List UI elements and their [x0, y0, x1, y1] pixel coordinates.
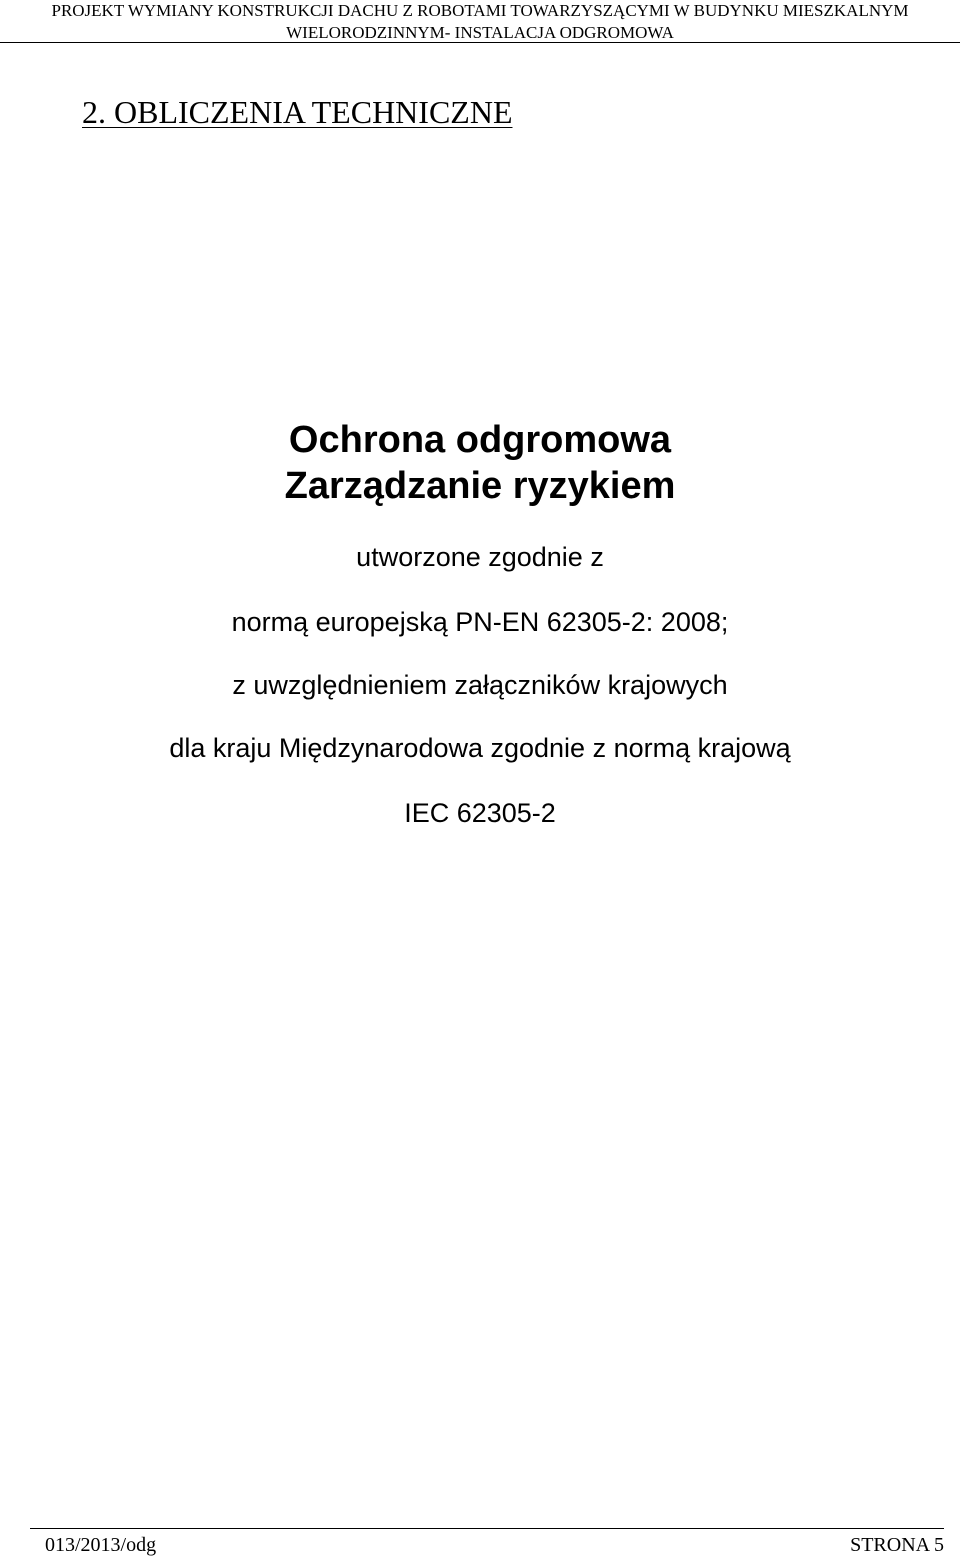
main-title-line2: Zarządzanie ryzykiem — [284, 465, 676, 507]
main-title-line1: Ochrona odgromowa — [288, 419, 672, 461]
subtitle-line: normą europejską PN-EN 62305-2: 2008; — [231, 607, 729, 637]
page-header — [0, 0, 960, 44]
header-title-line2: WIELORODZINNYM- INSTALACJA ODGROMOWA — [286, 23, 674, 42]
footer-divider — [30, 1528, 944, 1529]
subtitle-line: z uwzględnieniem załączników krajowych — [232, 670, 728, 700]
section-heading: 2. OBLICZENIA TECHNICZNE — [82, 94, 513, 130]
footer-page-number: STRONA 5 — [850, 1534, 944, 1556]
footer-doc-number: 013/2013/odg — [45, 1534, 157, 1556]
subtitle-line: utworzone zgodnie z — [356, 542, 604, 572]
header-divider — [0, 42, 960, 43]
subtitle-line: dla kraju Międzynarodowa zgodnie z normą krajową — [169, 733, 791, 763]
subtitle-line: IEC 62305-2 — [404, 798, 556, 828]
header-title-line1: PROJEKT WYMIANY KONSTRUKCJI DACHU Z ROBOTAMI TOWARZYSZĄCYMI W BUDYNKU MIESZKALNYM — [51, 1, 909, 20]
